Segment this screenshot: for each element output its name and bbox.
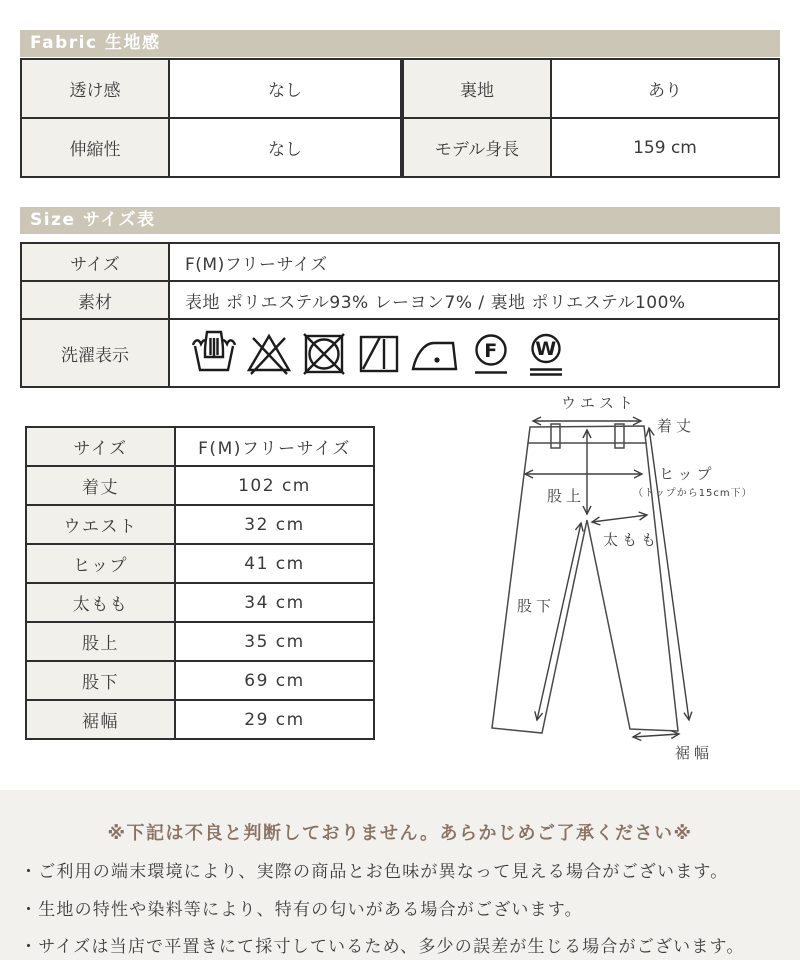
diagram-label-rise: 股上 — [547, 487, 586, 505]
table-row — [26, 544, 374, 583]
diagram-label-hip-note: （トップから15cm下） — [633, 488, 753, 499]
dry-clean-petroleum-gentle-icon — [468, 329, 514, 377]
row-value: F(M)フリーサイズ — [169, 243, 779, 281]
measurement-table — [25, 426, 375, 740]
row-label: 着丈 — [26, 466, 175, 505]
do-not-tumble-dry-icon — [301, 329, 347, 377]
notice-item: ・ご利用の端末環境により、実際の商品とお色味が異なって見える場合がございます。 — [20, 862, 729, 882]
row-value: 41 cm — [175, 544, 374, 583]
wet-clean-very-gentle-icon — [523, 329, 569, 377]
table-row — [21, 243, 779, 281]
do-not-bleach-icon — [246, 329, 292, 377]
row-label: サイズ — [26, 427, 175, 466]
table-row — [21, 319, 779, 387]
notice-section — [0, 790, 800, 960]
row-label: 股下 — [26, 661, 175, 700]
fabric-table-right — [402, 58, 780, 178]
table-row — [403, 118, 779, 177]
svg-text:F: F — [484, 340, 498, 362]
row-value: 34 cm — [175, 583, 374, 622]
row-label: 股上 — [26, 622, 175, 661]
table-row — [403, 59, 779, 118]
row-label: 洗濯表示 — [21, 319, 169, 387]
fabric-section-header: Fabric 生地感 — [20, 30, 780, 57]
table-row — [21, 281, 779, 319]
row-value: 29 cm — [175, 700, 374, 739]
row-label: 透け感 — [21, 59, 169, 118]
pants-measurement-diagram — [425, 388, 795, 780]
row-label: サイズ — [21, 243, 169, 281]
diagram-label-hip: ヒップ — [659, 465, 716, 483]
row-value: 102 cm — [175, 466, 374, 505]
row-value: 35 cm — [175, 622, 374, 661]
table-row — [26, 466, 374, 505]
row-value: 表地 ポリエステル93% レーヨン7% / 裏地 ポリエステル100% — [169, 281, 779, 319]
diagram-label-thigh: 太もも — [603, 531, 661, 549]
table-row — [26, 505, 374, 544]
svg-text:W: W — [535, 338, 557, 360]
notice-list — [0, 854, 800, 960]
row-label: ヒップ — [26, 544, 175, 583]
table-row — [26, 700, 374, 739]
notice-item: ・生地の特性や染料等により、特有の匂いがある場合がございます。 — [20, 899, 583, 920]
notice-heading: ※下記は不良と判断しておりません。あらかじめご了承ください※ — [107, 823, 693, 844]
diagram-label-hem-width: 裾幅 — [675, 744, 714, 762]
row-value: 159 cm — [551, 118, 779, 177]
row-label: 素材 — [21, 281, 169, 319]
row-label: 伸縮性 — [21, 118, 169, 177]
hand-wash-icon — [191, 329, 237, 377]
diagram-label-inseam: 股下 — [517, 597, 556, 615]
row-value: 32 cm — [175, 505, 374, 544]
row-value: なし — [169, 59, 401, 118]
table-row — [21, 118, 401, 177]
diagram-label-length: 着丈 — [657, 417, 696, 435]
row-value: F(M)フリーサイズ — [175, 427, 374, 466]
iron-low-heat-icon — [411, 329, 459, 377]
table-row — [26, 622, 374, 661]
size-info-table — [20, 242, 780, 388]
notice-item: ・サイズは当店で平置きにて採寸しているため、多少の誤差が生じる場合がございます。 — [20, 937, 745, 957]
size-section-header: Size サイズ表 — [20, 207, 780, 234]
table-row — [21, 59, 401, 118]
table-row — [26, 661, 374, 700]
table-row — [26, 427, 374, 466]
row-label: ウエスト — [26, 505, 175, 544]
fabric-table-left — [20, 58, 402, 178]
row-label: モデル身長 — [403, 118, 551, 177]
care-symbols-cell — [169, 319, 779, 387]
row-value: あり — [551, 59, 779, 118]
row-label: 太もも — [26, 583, 175, 622]
row-label: 裏地 — [403, 59, 551, 118]
table-row — [26, 583, 374, 622]
row-value: なし — [169, 118, 401, 177]
row-value: 69 cm — [175, 661, 374, 700]
diagram-label-waist: ウエスト — [561, 394, 638, 412]
care-symbols — [185, 329, 778, 377]
row-label: 裾幅 — [26, 700, 175, 739]
fabric-table — [20, 58, 780, 178]
line-dry-in-shade-icon — [356, 329, 402, 377]
